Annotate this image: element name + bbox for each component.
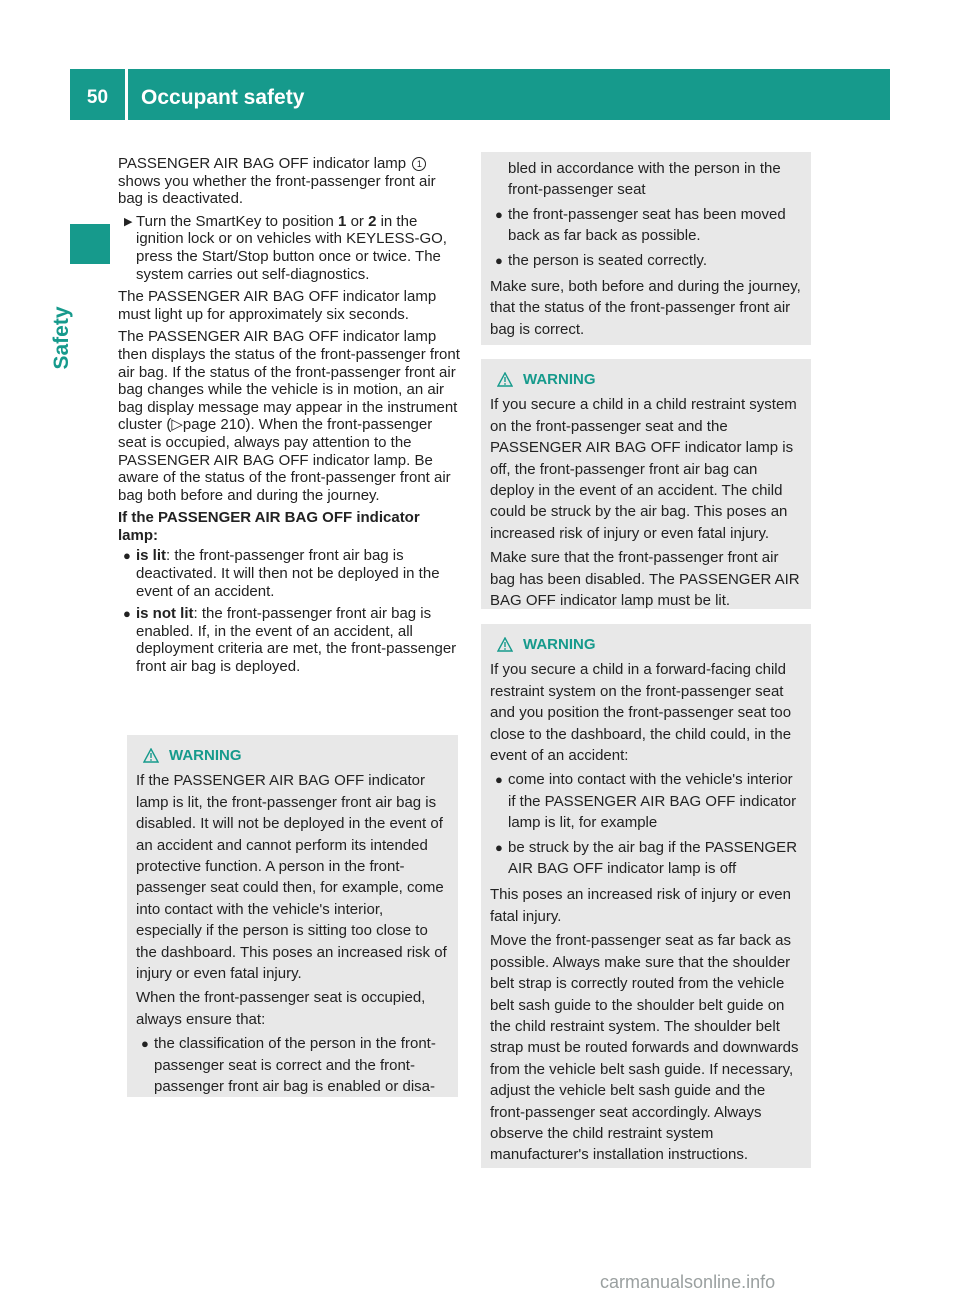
list-item [490, 204, 803, 247]
bullet-icon: ● [495, 252, 503, 268]
warning-label: WARNING [523, 636, 596, 653]
term-is-not-lit: is not lit [136, 605, 194, 623]
position-2: 2 [368, 212, 377, 230]
warning-list [490, 769, 803, 879]
warning-box-1 [127, 735, 458, 1097]
warning-paragraph: If the PASSENGER AIR BAG OFF indicator lamp is lit, the front-passenger front air bag is disabled. It will not be deployed in the event of an accident and cannot perform its intended protective function. A person in the front-passenger seat could then, for example, come into contact with the vehicle's interior, especially if the person is sitting too close to the dashboard. This poses an increased risk of injury or even fatal injury. [136, 772, 447, 983]
warning-header [136, 745, 450, 766]
title-bar [128, 69, 890, 120]
section-label: Safety [50, 306, 73, 370]
step-arrow-icon: ▶ [124, 215, 133, 228]
warning-paragraph: Move the front-passenger seat as far back as possible. Always make sure that the shoulder belt strap is correctly routed from the vehicle belt sash guide to the shoulder belt guide on the child restraint system. The shoulder belt strap must be routed forwards and downwards from the vehicle belt sash guide. If necessary, adjust the vehicle belt sash guide and the front-passenger seat accordingly. Always observe the child restraint system manufacturer's installation instructions. [490, 932, 799, 1164]
list-item [118, 605, 460, 675]
intro-text-end: shows you whether the front-passenger front air bag is deactivated. [118, 172, 436, 208]
warning-label: WARNING [169, 747, 242, 764]
intro-text: PASSENGER AIR BAG OFF indicator lamp [118, 155, 407, 172]
warning-box-3 [481, 624, 811, 1168]
bullet-icon: ● [495, 772, 503, 788]
bullet-icon: ● [123, 548, 131, 564]
bullet-icon: ● [141, 1036, 149, 1052]
warning-list [490, 158, 803, 271]
instruction-step [118, 213, 460, 283]
intro-paragraph [118, 155, 460, 208]
warning-header [490, 634, 803, 655]
page-title: Occupant safety [141, 86, 305, 109]
term-desc: : the front-passenger front air bag is enabled. If, in the event of an accident, all deployment criteria are met, the front-passenger front air bag is deployed. [136, 605, 457, 676]
warning-list [136, 1033, 450, 1097]
warning-paragraph: If you secure a child in a forward-facing child restraint system on the front-passenger seat and you position the front-passenger seat too close to the dashboard, the child could, in the event of an accident: [490, 661, 792, 765]
status-text-end: ). When the front-passenger seat is occupied, always pay attention to the PASSENGER AIR BAG OFF indicator lamp. Be aware of the status of the front-passenger front air bag both before and during the journey. [118, 416, 451, 504]
warning-label: WARNING [523, 371, 596, 388]
list-item-text: the front-passenger seat has been moved back as far back as possible. [508, 205, 786, 245]
list-item-text: the person is seated correctly. [508, 251, 707, 269]
warning-paragraph: When the front-passenger seat is occupied, always ensure that: [136, 989, 426, 1028]
list-item [118, 547, 460, 600]
warning-paragraph: Make sure, both before and during the journey, that the status of the front-passenger front air bag is correct. [490, 278, 801, 338]
warning-triangle-icon [143, 748, 159, 763]
warning-paragraph: This poses an increased risk of injury or even fatal injury. [490, 886, 791, 925]
list-item [490, 837, 803, 880]
warning-box-1-continued [481, 152, 811, 345]
paragraph-lamp-duration: The PASSENGER AIR BAG OFF indicator lamp must light up for approximately six seconds. [118, 288, 437, 323]
list-item-text: be struck by the air bag if the PASSENGER AIR BAG OFF indicator lamp is off [508, 838, 798, 878]
list-item-text: come into contact with the vehicle's interior if the PASSENGER AIR BAG OFF indicator lamp is lit, for example [508, 771, 797, 832]
lamp-heading: If the PASSENGER AIR BAG OFF indicator lamp: [118, 509, 420, 544]
warning-paragraph: Make sure that the front-passenger front air bag has been disabled. The PASSENGER AIR BAG OFF indicator lamp must be lit. [490, 549, 800, 610]
bullet-icon: ● [123, 606, 131, 622]
list-item-text: bled in accordance with the person in the front-passenger seat [508, 160, 781, 199]
list-item [136, 1033, 450, 1097]
status-text: The PASSENGER AIR BAG OFF indicator lamp then displays the status of the front-passenger front air bag. If the status of the front-passenger front air bag changes while the vehicle is in motion, an air bag display message may appear in the instrument cluster ( [118, 328, 460, 434]
paragraph-lamp-status [118, 328, 460, 504]
step-text: Turn the SmartKey to position [136, 212, 334, 230]
position-1: 1 [338, 212, 347, 230]
watermark: carmanualsonline.info [600, 1272, 776, 1292]
page-ref-icon: ▷ [171, 416, 183, 434]
list-item [490, 769, 803, 833]
list-item [490, 250, 803, 271]
list-item [490, 158, 803, 201]
warning-paragraph: If you secure a child in a child restraint system on the front-passenger seat and the PASSENGER AIR BAG OFF indicator lamp is off, the front-passenger front air bag can deploy in the event of an accident. The child could be struck by the air bag. This poses an increased risk of injury or even fatal injury. [490, 396, 797, 542]
page-number-box [70, 69, 125, 120]
left-column [118, 155, 460, 681]
warning-triangle-icon [497, 372, 513, 387]
warning-triangle-icon [497, 637, 513, 652]
section-marker [70, 224, 110, 264]
warning-header [490, 369, 803, 390]
bullet-icon: ● [495, 839, 503, 855]
page-number: 50 [86, 87, 109, 108]
bullet-icon: ● [495, 206, 503, 222]
lamp-status-list [118, 547, 460, 675]
step-or: or [350, 212, 364, 230]
step-text-end: in the ignition lock or on vehicles with KEYLESS-GO, press the Start/Stop button once or twice. The system carries out self-diagnostics. [136, 212, 447, 283]
indicator-lamp-marker: 1 [412, 157, 426, 171]
warning-box-2 [481, 359, 811, 609]
page-reference-link[interactable]: page 210 [182, 416, 246, 434]
term-desc: : the front-passenger front air bag is deactivated. It will then not be deployed in the event of an accident. [136, 547, 440, 600]
term-is-lit: is lit [136, 547, 167, 565]
list-item-text: the classification of the person in the front-passenger seat is correct and the front-passenger front air bag is enabled or disa- [154, 1035, 436, 1096]
